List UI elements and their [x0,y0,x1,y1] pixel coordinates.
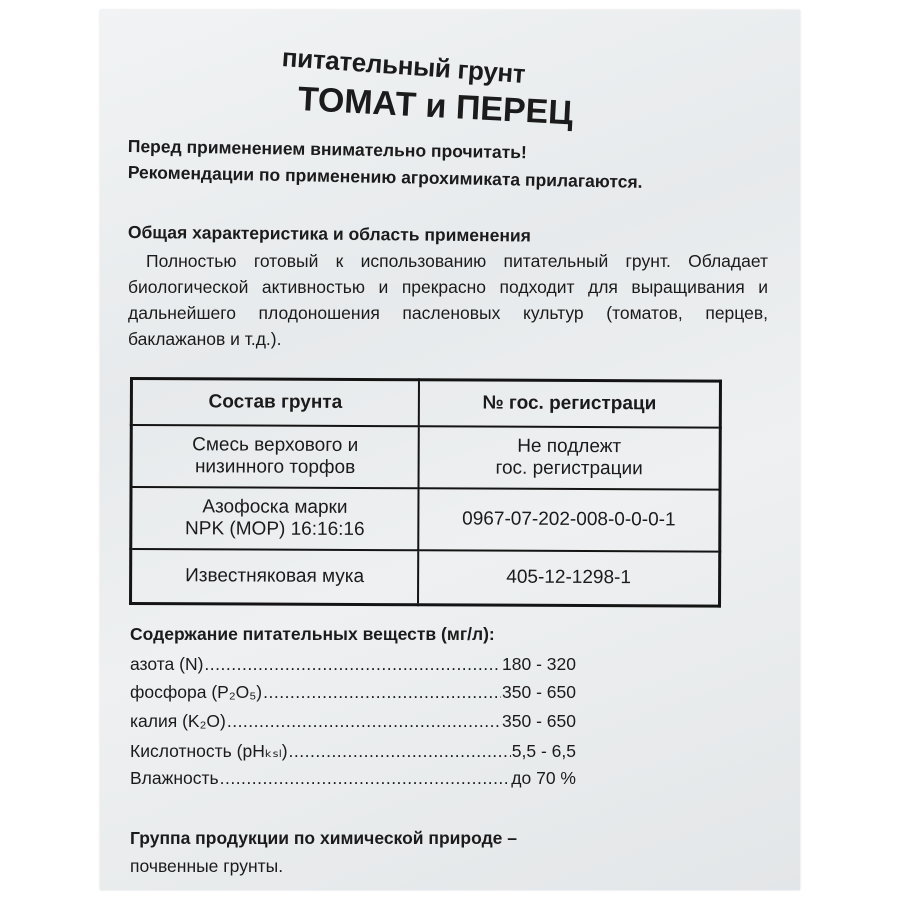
registration-line: 405-12-1298-1 [506,566,632,589]
component-cell [131,425,419,488]
dot-leader [289,741,511,762]
dot-leader [220,768,511,789]
dot-leader [227,711,501,732]
header-composition: Состав грунта [131,379,419,427]
nutrient-name: фосфора (P₂O₅) [130,682,263,702]
component-line: низинного торфов [194,456,356,478]
product-label [100,10,800,890]
component-line: Смесь верхового и [192,434,359,456]
component-line: Известняковая мука [185,565,365,588]
table-row [131,487,720,552]
warning-read-before-use: Перед применением внимательно прочитать! [127,136,528,163]
nutrient-name: азота (N) [130,654,204,674]
nutrient-row-acidity [130,741,576,762]
registration-cell [418,550,720,606]
table-header-row [131,379,720,428]
registration-line: гос. регистрации [495,457,643,480]
component-line: Азофоска марки [202,496,348,518]
warning-recommendations-attached: Рекомендации по применению агрохимиката прилагаются. [127,162,643,192]
nutrient-name: калия (K₂O) [130,711,226,731]
component-line: NPK (МОР) 16:16:16 [185,518,365,541]
component-cell [131,487,419,550]
characteristics-text: Полностью готовый к использованию питательный грунт. Обладает биологической активностью и прекрасно подходит для выращивания и дальнейшего плодоношения пасленовых культур (томатов, перцев, баклажанов и т.д.). [128,251,768,349]
composition-table [129,377,722,608]
header-registration: № гос. регистраци [419,380,721,428]
product-name: ТОМАТ и ПЕРЕЦ [297,80,575,133]
registration-line: Не подлежт [517,435,622,458]
characteristics-heading: Общая характеристика и область применения [127,222,532,246]
nutrient-name: Влажность [130,768,219,788]
component-cell [131,549,419,605]
table-row [131,549,720,606]
nutrient-row-moisture [130,768,576,789]
nutrient-row-phosphorus [130,682,576,703]
nutrient-row-nitrogen [130,654,576,675]
table-row [131,425,720,490]
product-group-value: почвенные грунты. [130,856,284,876]
product-group-heading: Группа продукции по химической природе – [130,828,517,848]
nutrient-value: до 70 % [511,768,576,788]
nutrient-value: 350 - 650 [502,711,576,731]
nutrient-value: 350 - 650 [502,682,576,702]
nutrient-name: Кислотность (pHₖₛₗ) [130,741,288,761]
dot-leader [263,682,501,703]
nutrient-value: 5,5 - 6,5 [511,741,576,761]
registration-line: 0967-07-202-008-0-0-0-1 [462,508,676,531]
registration-cell [419,426,721,489]
nutrient-row-potassium [130,711,576,732]
registration-cell [418,488,720,551]
nutrient-value: 180 - 320 [502,654,576,674]
product-type: питательный грунт [280,42,527,89]
nutrients-heading: Содержание питательных веществ (мг/л): [130,624,495,644]
dot-leader [204,654,501,675]
